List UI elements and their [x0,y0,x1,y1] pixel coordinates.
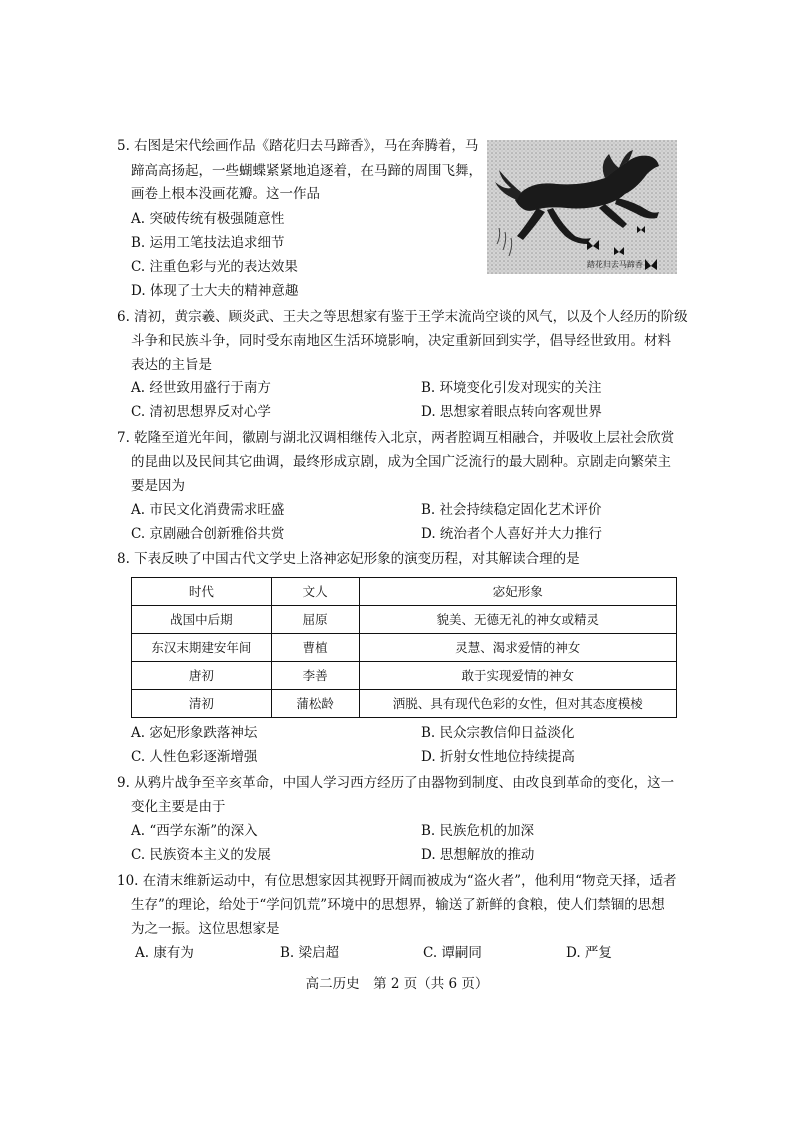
question-5-option-d: D. 体现了士大夫的精神意趣 [131,283,299,299]
question-6-stem-line-1: 6. 清初，黄宗羲、顾炎武、王夫之等思想家有鉴于王学末流尚空谈的风气，以及个人经历的阶级 [117,309,688,325]
question-6-option-a: A. 经世致用盛行于南方 [131,380,271,396]
table-cell: 李善 [271,662,359,690]
question-9-option-d: D. 思想解放的推动 [421,847,535,863]
table-row [132,606,677,634]
question-8-option-c: C. 人性色彩逐渐增强 [131,749,258,765]
page-footer: 高二历史 第 2 页（共 6 页） [305,976,489,992]
question-5-option-b: B. 运用工笔技法追求细节 [131,235,285,251]
table-cell: 蒲松龄 [271,690,359,718]
table-cell: 战国中后期 [132,606,272,634]
table-header-cell: 宓妃形象 [359,578,676,606]
question-10-option-c: C. 谭嗣同 [423,945,482,961]
table-header-row [132,578,677,606]
question-7-option-c: C. 京剧融合创新雅俗共赏 [131,526,285,542]
table-cell: 洒脱、具有现代色彩的女性，但对其态度模棱 [359,690,676,718]
table-row [132,634,677,662]
question-7-option-d: D. 统治者个人喜好并大力推行 [421,526,602,542]
question-5-stem-line-2: 蹄高高扬起，一些蝴蝶紧紧地追逐着，在马蹄的周围飞舞， [131,163,482,179]
question-9-option-b: B. 民族危机的加深 [421,823,535,839]
question-10-stem-line-1: 10. 在清末维新运动中，有位思想家因其视野开阔而被成为“盗火者”，他利用“物竞天择，适者 [117,873,677,889]
table-cell: 曹植 [271,634,359,662]
table-cell: 清初 [132,690,272,718]
table-header-cell: 文人 [271,578,359,606]
table-row [132,690,677,718]
table-cell: 屈原 [271,606,359,634]
question-7-option-a: A. 市民文化消费需求旺盛 [131,502,285,518]
question-10-option-d: D. 严复 [566,945,612,961]
question-5-option-c: C. 注重色彩与光的表达效果 [131,259,298,275]
question-10-option-b: B. 梁启超 [280,945,340,961]
question-5-stem-line-1: 5. 右图是宋代绘画作品《踏花归去马蹄香》，马在奔腾着，马 [117,138,479,154]
question-5-option-a: A. 突破传统有极强随意性 [131,211,285,227]
question-6-stem-line-2: 斗争和民族斗争，同时受东南地区生活环境影响，决定重新回到实学，倡导经世致用。材料 [131,333,671,349]
question-7-stem-line-3: 要是因为 [131,478,185,494]
question-10-stem-line-2: 生存”的理论，给处于“学问饥荒”环境中的思想界，输送了新鲜的食粮，使人们禁锢的思想 [131,897,665,913]
question-8-stem-line-1: 8. 下表反映了中国古代文学史上洛神宓妃形象的演变历程，对其解读合理的是 [117,551,580,567]
question-7-stem-line-2: 的昆曲以及民间其它曲调，最终形成京剧，成为全国广泛流行的最大剧种。京剧走向繁荣主 [131,454,671,470]
table-cell: 敢于实现爱情的神女 [359,662,676,690]
question-7-stem-line-1: 7. 乾隆至道光年间，徽剧与湖北汉调相继传入北京，两者腔调互相融合，并吸收上层社会欣赏 [117,430,675,446]
goddess-image-table [131,577,677,718]
galloping-horse-illustration [487,140,677,274]
question-6-option-c: C. 清初思想界反对心学 [131,404,271,420]
question-8-option-d: D. 折射女性地位持续提高 [421,749,575,765]
horse-painting-image [487,140,677,274]
table-row [132,662,677,690]
question-9-option-c: C. 民族资本主义的发展 [131,847,271,863]
question-10-option-a: A. 康有为 [135,945,194,961]
question-9-stem-line-2: 变化主要是由于 [131,799,226,815]
question-9-option-a: A. “西学东渐”的深入 [131,823,258,839]
table-cell: 灵慧、渴求爱情的神女 [359,634,676,662]
question-6-option-b: B. 环境变化引发对现实的关注 [421,380,602,396]
table-cell: 貌美、无德无礼的神女或精灵 [359,606,676,634]
question-8-option-a: A. 宓妃形象跌落神坛 [131,725,258,741]
table-cell: 东汉末期建安年间 [132,634,272,662]
question-9-stem-line-1: 9. 从鸦片战争至辛亥革命，中国人学习西方经历了由器物到制度、由改良到革命的变化，这一 [117,775,675,791]
question-8-option-b: B. 民众宗教信仰日益淡化 [421,725,575,741]
painting-caption: 踏花归去马蹄香 [587,260,643,269]
question-6-option-d: D. 思想家着眼点转向客观世界 [421,404,602,420]
question-5-stem-line-3: 画卷上根本没画花瓣。这一作品 [131,186,320,202]
question-7-option-b: B. 社会持续稳定固化艺术评价 [421,502,602,518]
table-cell: 唐初 [132,662,272,690]
question-6-stem-line-3: 表达的主旨是 [131,357,212,373]
question-10-stem-line-3: 为之一振。这位思想家是 [131,921,280,937]
table-header-cell: 时代 [132,578,272,606]
